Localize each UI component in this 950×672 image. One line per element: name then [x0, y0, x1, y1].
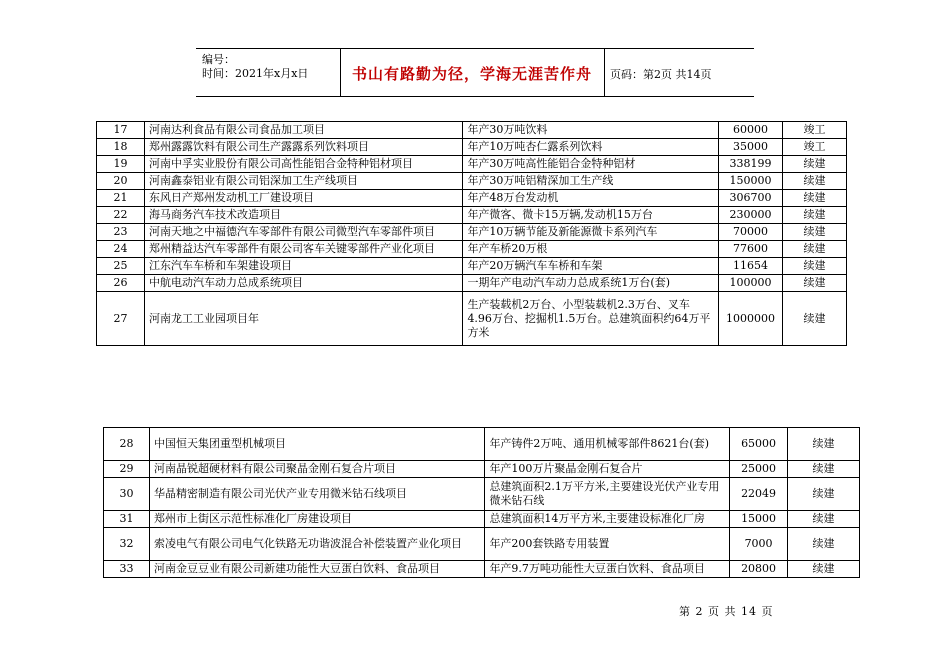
- row-number: 28: [104, 428, 150, 461]
- table-row: [97, 139, 847, 156]
- table-row: [97, 224, 847, 241]
- project-content: 年产200套铁路专用装置: [485, 528, 730, 561]
- table-row: [97, 292, 847, 346]
- project-name: 河南天地之中福德汽车零部件有限公司微型汽车零部件项目: [144, 224, 462, 241]
- investment-amount: 35000: [719, 139, 783, 156]
- project-name: 河南龙工工业园项目年: [144, 292, 462, 346]
- project-status: 续建: [788, 528, 860, 561]
- row-number: 33: [104, 561, 150, 578]
- project-content: 年产100万片聚晶金刚石复合片: [485, 461, 730, 478]
- project-status: 竣工: [783, 122, 847, 139]
- investment-amount: 11654: [719, 258, 783, 275]
- project-content: 生产装载机2万台、小型装载机2.3万台、叉车4.96万台、挖掘机1.5万台。总建筑面积约64万平方米: [463, 292, 719, 346]
- row-number: 21: [97, 190, 145, 207]
- project-content: 年产48万台发动机: [463, 190, 719, 207]
- investment-amount: 150000: [719, 173, 783, 190]
- project-status: 续建: [783, 241, 847, 258]
- project-content: 总建筑面积14万平方米,主要建设标准化厂房: [485, 511, 730, 528]
- investment-amount: 1000000: [719, 292, 783, 346]
- header-meta: [202, 53, 308, 81]
- table-row: [97, 190, 847, 207]
- project-status: 续建: [788, 478, 860, 511]
- project-content: 年产30万吨铝精深加工生产线: [463, 173, 719, 190]
- project-name: 河南金豆豆业有限公司新建功能性大豆蛋白饮料、食品项目: [149, 561, 484, 578]
- project-content: 年产9.7万吨功能性大豆蛋白饮料、食品项目: [485, 561, 730, 578]
- row-number: 18: [97, 139, 145, 156]
- project-name: 河南达利食品有限公司食品加工项目: [144, 122, 462, 139]
- row-number: 31: [104, 511, 150, 528]
- table-row: [97, 156, 847, 173]
- header-motto: 书山有路勤为径，学海无涯苦作舟: [351, 65, 592, 83]
- investment-amount: 25000: [730, 461, 788, 478]
- table-row: [104, 428, 860, 461]
- project-status: 续建: [788, 461, 860, 478]
- investment-amount: 338199: [719, 156, 783, 173]
- project-content: 总建筑面积2.1万平方米,主要建设光伏产业专用微米钻石线: [485, 478, 730, 511]
- investment-amount: 7000: [730, 528, 788, 561]
- project-name: 郑州露露饮料有限公司生产露露系列饮料项目: [144, 139, 462, 156]
- investment-amount: 22049: [730, 478, 788, 511]
- project-status: 续建: [783, 292, 847, 346]
- row-number: 19: [97, 156, 145, 173]
- project-name: 中航电动汽车动力总成系统项目: [144, 275, 462, 292]
- table-row: [104, 561, 860, 578]
- row-number: 32: [104, 528, 150, 561]
- project-content: 年产20万辆汽车车桥和车架: [463, 258, 719, 275]
- project-name: 索凌电气有限公司电气化铁路无功谐波混合补偿装置产业化项目: [149, 528, 484, 561]
- project-status: 续建: [783, 190, 847, 207]
- project-status: 竣工: [783, 139, 847, 156]
- table-row: [104, 461, 860, 478]
- project-status: 续建: [783, 173, 847, 190]
- project-content: 年产微客、微卡15万辆,发动机15万台: [463, 207, 719, 224]
- row-number: 23: [97, 224, 145, 241]
- investment-amount: 230000: [719, 207, 783, 224]
- project-name: 河南晶锐超硬材料有限公司聚晶金刚石复合片项目: [149, 461, 484, 478]
- project-table-1: [96, 121, 847, 346]
- row-number: 22: [97, 207, 145, 224]
- project-name: 华晶精密制造有限公司光伏产业专用微米钻石线项目: [149, 478, 484, 511]
- row-number: 26: [97, 275, 145, 292]
- page-header: [196, 48, 754, 97]
- row-number: 17: [97, 122, 145, 139]
- table-row: [97, 122, 847, 139]
- project-status: 续建: [783, 207, 847, 224]
- table-row: [97, 275, 847, 292]
- project-name: 郑州精益达汽车零部件有限公司客车关键零部件产业化项目: [144, 241, 462, 258]
- row-number: 20: [97, 173, 145, 190]
- table-row: [104, 478, 860, 511]
- page-footer: 第 2 页 共 14 页: [679, 605, 774, 618]
- project-status: 续建: [783, 275, 847, 292]
- investment-amount: 15000: [730, 511, 788, 528]
- table-row: [104, 528, 860, 561]
- project-name: 河南中孚实业股份有限公司高性能铝合金特种铝材项目: [144, 156, 462, 173]
- investment-amount: 306700: [719, 190, 783, 207]
- header-page-info: 页码：第2页 共14页: [610, 68, 712, 81]
- project-content: 年产30万吨高性能铝合金特种铝材: [463, 156, 719, 173]
- table-row: [97, 173, 847, 190]
- project-status: 续建: [788, 561, 860, 578]
- project-content: 年产30万吨饮料: [463, 122, 719, 139]
- time-label: 时间：2021年x月x日: [202, 67, 309, 80]
- project-name: 江东汽车车桥和车架建设项目: [144, 258, 462, 275]
- project-status: 续建: [788, 428, 860, 461]
- project-content: 年产10万吨杏仁露系列饮料: [463, 139, 719, 156]
- project-name: 中国恒天集团重型机械项目: [149, 428, 484, 461]
- project-name: 河南鑫泰铝业有限公司铝深加工生产线项目: [144, 173, 462, 190]
- project-table-2: [103, 427, 860, 578]
- header-divider: [604, 49, 605, 96]
- table-row: [97, 207, 847, 224]
- investment-amount: 65000: [730, 428, 788, 461]
- project-status: 续建: [783, 224, 847, 241]
- table-row: [97, 241, 847, 258]
- row-number: 30: [104, 478, 150, 511]
- project-status: 续建: [783, 156, 847, 173]
- project-content: 年产10万辆节能及新能源微卡系列汽车: [463, 224, 719, 241]
- code-label: 编号：: [202, 53, 235, 66]
- row-number: 24: [97, 241, 145, 258]
- table-row: [104, 511, 860, 528]
- project-status: 续建: [788, 511, 860, 528]
- investment-amount: 20800: [730, 561, 788, 578]
- investment-amount: 77600: [719, 241, 783, 258]
- project-content: 年产车桥20万根: [463, 241, 719, 258]
- table-row: [97, 258, 847, 275]
- project-name: 东风日产郑州发动机工厂建设项目: [144, 190, 462, 207]
- investment-amount: 60000: [719, 122, 783, 139]
- project-status: 续建: [783, 258, 847, 275]
- investment-amount: 70000: [719, 224, 783, 241]
- row-number: 25: [97, 258, 145, 275]
- project-content: 一期年产电动汽车动力总成系统1万台(套): [463, 275, 719, 292]
- project-name: 郑州市上街区示范性标准化厂房建设项目: [149, 511, 484, 528]
- investment-amount: 100000: [719, 275, 783, 292]
- project-name: 海马商务汽车技术改造项目: [144, 207, 462, 224]
- project-content: 年产铸件2万吨、通用机械零部件8621台(套): [485, 428, 730, 461]
- row-number: 29: [104, 461, 150, 478]
- row-number: 27: [97, 292, 145, 346]
